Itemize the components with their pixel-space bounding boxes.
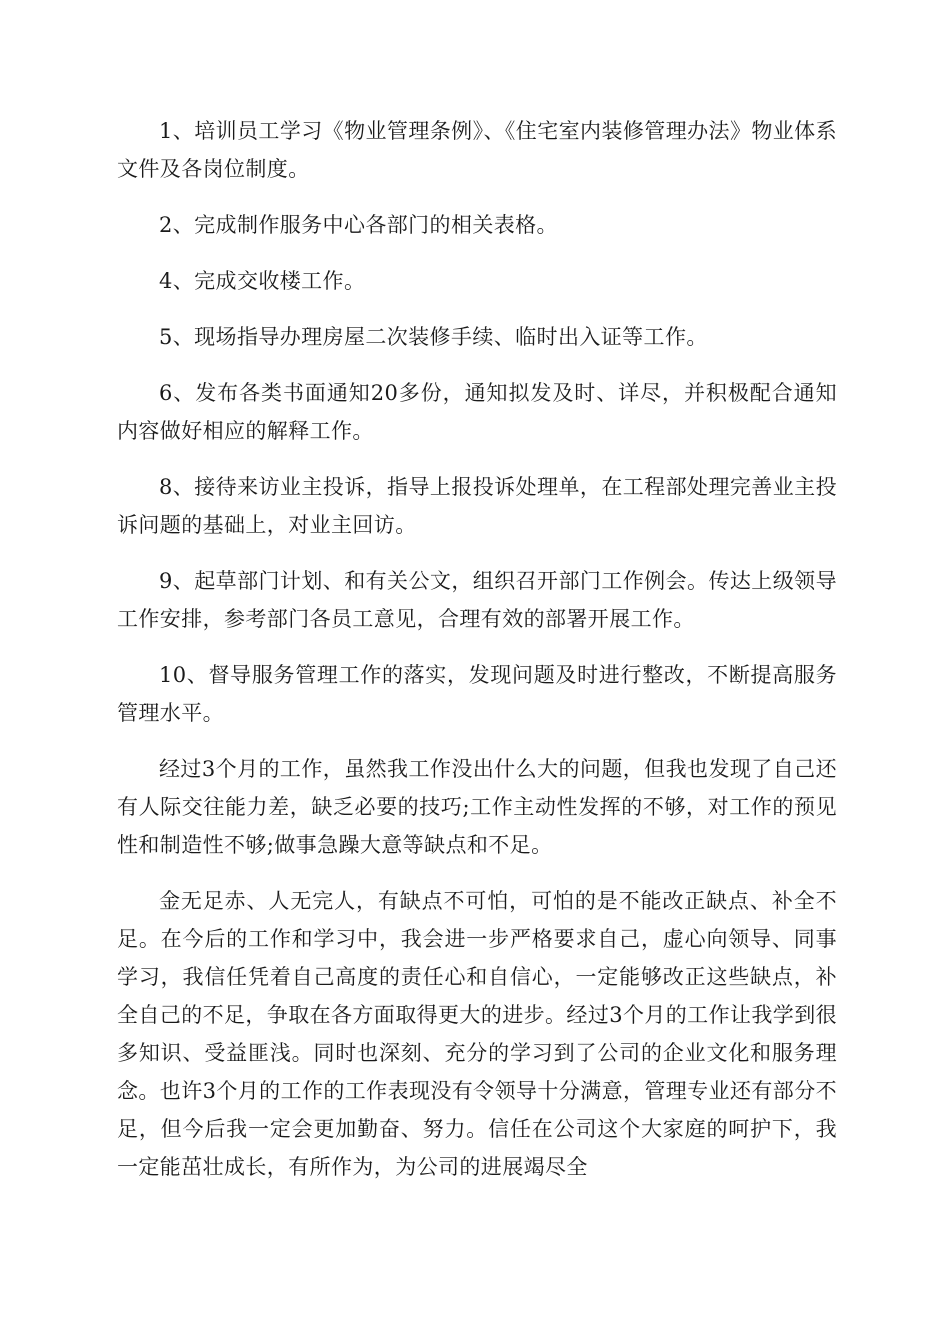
paragraph-item-9: 9、起草部门计划、和有关公文，组织召开部门工作例会。传达上级领导工作安排，参考部门各员工意见，合理有效的部署开展工作。 <box>117 569 837 631</box>
paragraph-item-8: 8、接待来访业主投诉，指导上报投诉处理单，在工程部处理完善业主投诉问题的基础上，对业主回访。 <box>117 475 837 537</box>
paragraph-item-10: 10、督导服务管理工作的落实，发现问题及时进行整改，不断提高服务管理水平。 <box>117 663 837 725</box>
paragraph-item-2: 2、完成制作服务中心各部门的相关表格。 <box>159 213 558 237</box>
paragraph-item-4: 4、完成交收楼工作。 <box>159 269 366 293</box>
paragraph-item-6: 6、发布各类书面通知20多份，通知拟发及时、详尽，并积极配合通知内容做好相应的解释工作。 <box>117 381 837 443</box>
paragraph-summary: 经过3个月的工作，虽然我工作没出什么大的问题，但我也发现了自己还有人际交往能力差，缺乏必要的技巧;工作主动性发挥的不够，对工作的预见性和制造性不够;做事急躁大意等缺点和不足。 <box>117 757 837 857</box>
paragraph-conclusion: 金无足赤、人无完人，有缺点不可怕，可怕的是不能改正缺点、补全不足。在今后的工作和学习中，我会进一步严格要求自己，虚心向领导、同事学习，我信任凭着自己高度的责任心和自信心，一定能够改正这些缺点，补全自己的不足，争取在各方面取得更大的进步。经过3个月的工作让我学到很多知识、受益匪浅。同时也深刻、充分的学习到了公司的企业文化和服务理念。也许3个月的工作的工作表现没有令领导十分满意，管理专业还有部分不足，但今后我一定会更加勤奋、努力。信任在公司这个大家庭的呵护下，我一定能茁壮成长，有所作为，为公司的进展竭尽全 <box>117 889 837 1179</box>
paragraph-item-5: 5、现场指导办理房屋二次装修手续、临时出入证等工作。 <box>159 325 708 349</box>
document-body <box>117 112 837 1204</box>
paragraph-item-1: 1、培训员工学习《物业管理条例》、《住宅室内装修管理办法》物业体系文件及各岗位制度。 <box>117 119 837 181</box>
